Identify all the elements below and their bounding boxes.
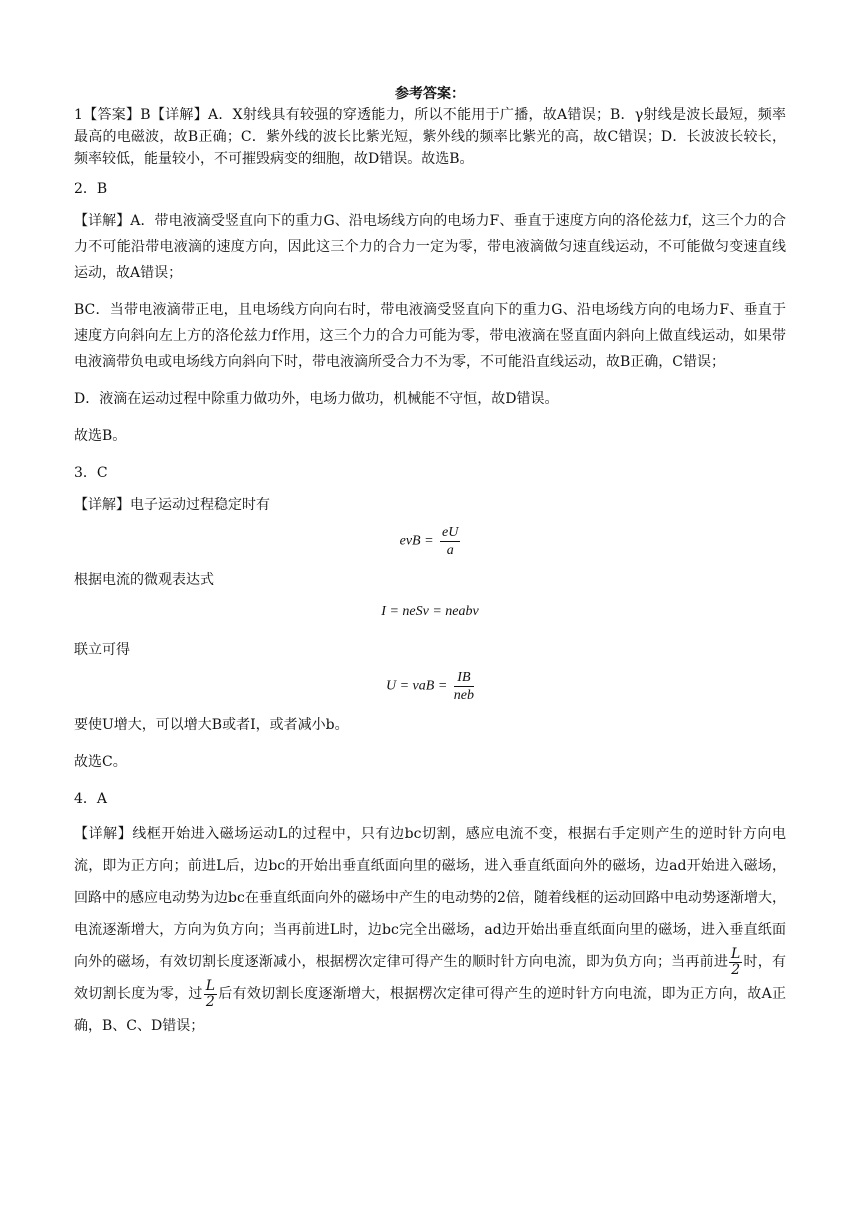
formula-u [74,669,786,704]
q2-detail-bc: BC．当带电液滴带正电，且电场线方向向右时，带电液滴受竖直向下的重力G、沿电场线方向的电场力F、垂直于速度方向斜向左上方的洛伦兹力f作用，这三个力的合力可能为零，带电液滴在竖直面内斜向上做直线运动，如果带电液滴带负电或电场线方向斜向下时，带电液滴所受合力不为零，不可能沿直线运动，故B正确，C错误； [74,302,786,370]
fraction-numerator: IB [454,669,474,687]
q4-detail-part3: 后有效切割长度逐渐增大，根据楞次定律可得产生的逆时针方向电流，即为正方向，故A正确，B、C、D错误； [74,986,787,1034]
q3-answer: 3．C [74,465,108,481]
formula-evb-lhs: evB = [399,533,434,549]
q4-detail-part1: 【详解】线框开始进入磁场运动L的过程中，只有边bc切割，感应电流不变，根据右手定则产生的逆时针方向电流，即为正方向；前进L后，边bc的开始出垂直纸面向里的磁场，进入垂直纸面向外的磁场，边ad开始进入磁场，回路中的感应电动势为边bc在垂直纸面向外的磁场中产生的电动势的2倍，随着线框的运动回路中电动势逐渐增大，电流逐渐增大，方向为负方向；当再前进L时，边bc完全出磁场，ad边开始出垂直纸面向里的磁场，进入垂直纸面向外的磁场，有效切割长度逐渐减小，根据楞次定律可得产生的顺时针方向电流，即为负方向；当再前进 [74,826,786,970]
q4-detail-part2: 时，有效切割长度为零，过 [74,954,786,1002]
q4-answer: 4．A [74,791,108,807]
q3-increase-u: 要使U增大，可以增大B或者I，或者减小b。 [74,717,349,733]
q2-detail-d: D．液滴在运动过程中除重力做功外，电场力做功，机械能不守恒，故D错误。 [74,391,559,407]
fraction-denominator: 2 [205,993,215,1010]
q3-detail: 【详解】电子运动过程稳定时有 [74,497,270,513]
fraction-numerator: L [731,945,741,962]
page-title: 参考答案： [395,86,465,102]
formula-evb [74,524,786,559]
fraction-l-over-2 [729,947,742,978]
q3-conclusion: 故选C。 [74,754,127,770]
q4-detail [74,818,786,1042]
formula-current: I = neSv = neabv [381,604,479,619]
q2-answer: 2．B [74,181,108,197]
fraction-l-over-2 [204,979,217,1010]
q3-combine-text: 联立可得 [74,642,130,658]
answer-sheet [74,84,786,1053]
fraction-numerator: eU [442,525,459,540]
fraction-denominator: 2 [731,961,741,978]
q2-detail-a: 【详解】A．带电液滴受竖直向下的重力G、沿电场线方向的电场力F、垂直于速度方向的洛伦兹力f，这三个力的合力不可能沿带电液滴的速度方向，因此这三个力的合力一定为零，带电液滴做匀速直线运动，不可能做匀变速直线运动，故A错误； [74,213,786,281]
fraction-numerator: L [205,977,215,994]
q2-conclusion: 故选B。 [74,428,127,444]
formula-evb-fraction [440,524,460,559]
q3-current-text: 根据电流的微观表达式 [74,572,214,588]
formula-u-lhs: U = vaB = [386,678,448,694]
formula-u-fraction [454,669,474,704]
q1-answer: 1【答案】B【详解】A．X射线具有较强的穿透能力，所以不能用于广播，故A错误；B．γ射线是波长最短，频率最高的电磁波，故B正确；C．紫外线的波长比紫光短，紫外线的频率比紫光的高，故C错误；D．长波波长较长，频率较低，能量较小，不可摧毁病变的细胞，故D错误。故选B。 [74,107,786,167]
fraction-denominator: a [446,543,454,558]
fraction-denominator: neb [453,688,474,703]
